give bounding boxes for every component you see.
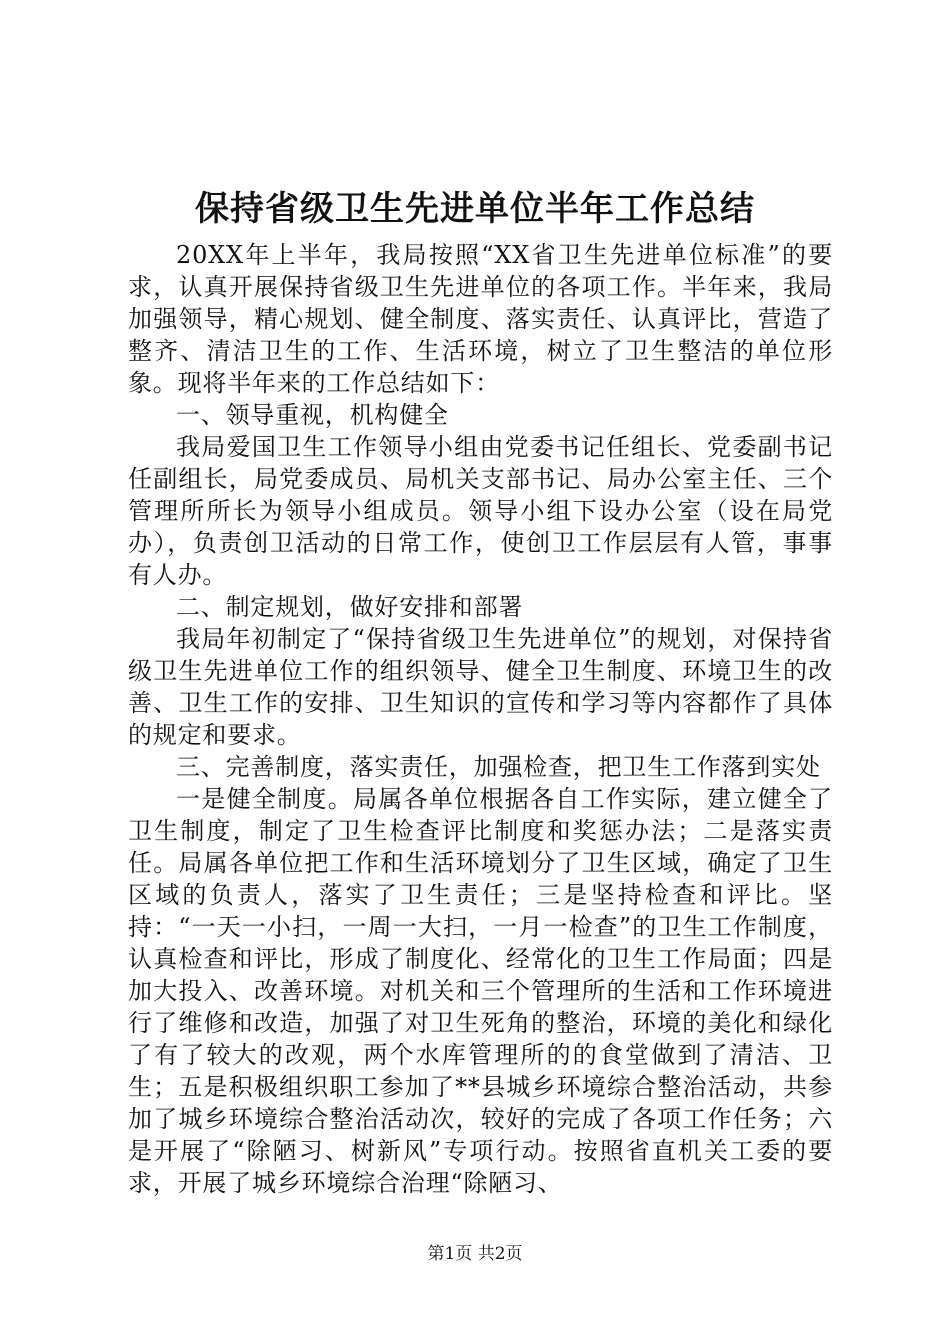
intro-paragraph: 20XX年上半年，我局按照“XX省卫生先进单位标准”的要求，认真开展保持省级卫生先进单位的各项工作。半年来，我局加强领导，精心规划、健全制度、落实责任、认真评比，营造了整齐、清洁卫生的工作、生活环境，树立了卫生整洁的单位形象。现将半年来的工作总结如下： — [128, 241, 833, 397]
section-2-paragraph: 我局年初制定了“保持省级卫生先进单位”的规划，对保持省级卫生先进单位工作的组织领导、健全卫生制度、环境卫生的改善、卫生工作的安排、卫生知识的宣传和学习等内容都作了具体的规定和要求。 — [128, 625, 833, 749]
section-1-paragraph: 我局爱国卫生工作领导小组由党委书记任组长、党委副书记任副组长，局党委成员、局机关支部书记、局办公室主任、三个管理所所长为领导小组成员。领导小组下设办公室（设在局党办），负责创卫活动的日常工作，使创卫工作层层有人管，事事有人办。 — [128, 433, 833, 589]
document-title: 保持省级卫生先进单位半年工作总结 — [195, 189, 755, 229]
section-3-paragraph: 一是健全制度。局属各单位根据各自工作实际，建立健全了卫生制度，制定了卫生检查评比制度和奖惩办法；二是落实责任。局属各单位把工作和生活环境划分了卫生区域，确定了卫生区域的负责人，落实了卫生责任；三是坚持检查和评比。坚持：“一天一小扫，一周一大扫，一月一检查”的卫生工作制度，认真检查和评比，形成了制度化、经常化的卫生工作局面；四是加大投入、改善环境。对机关和三个管理所的生活和工作环境进行了维修和改造，加强了对卫生死角的整治，环境的美化和绿化了有了较大的改观，两个水库管理所的的食堂做到了清洁、卫生；五是积极组织职工参加了**县城乡环境综合整治活动，共参加了城乡环境综合整治活动次，较好的完成了各项工作任务；六是开展了“除陋习、树新风”专项行动。按照省直机关工委的要求，开展了城乡环境综合治理“除陋习、 — [128, 785, 833, 1197]
section-heading-3: 三、完善制度，落实责任，加强检查，把卫生工作落到实处 — [176, 753, 821, 781]
document-body — [128, 239, 833, 1199]
section-heading-2: 二、制定规划，做好安排和部署 — [176, 593, 524, 621]
page-number-footer: 第1页 共2页 — [427, 1244, 523, 1264]
section-heading-1: 一、领导重视，机构健全 — [176, 401, 449, 429]
